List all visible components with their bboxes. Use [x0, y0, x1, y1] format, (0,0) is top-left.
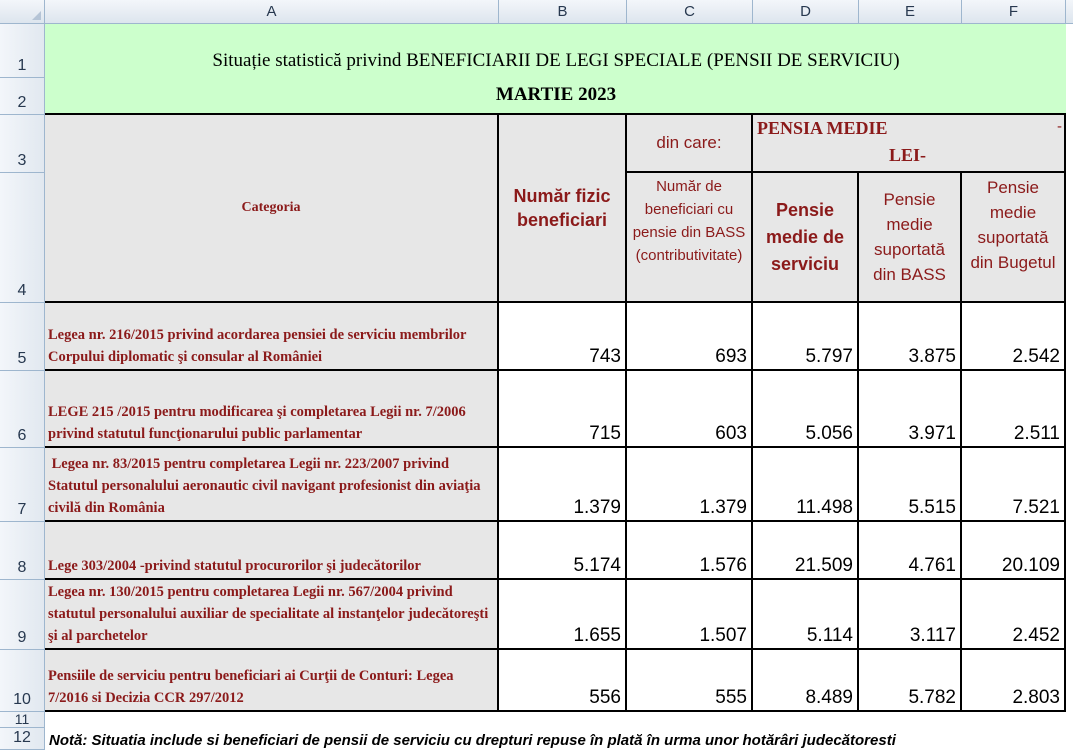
- header-numar-bass[interactable]: [627, 173, 753, 303]
- cell-numar-fizic-8[interactable]: 5.174: [499, 522, 627, 580]
- header-pensie-buget-label: Pensie medie suportată din Bugetul: [970, 178, 1056, 272]
- cell-pensie-buget-8[interactable]: 20.109: [962, 522, 1066, 580]
- column-header-g[interactable]: [1066, 0, 1073, 24]
- cell-pensie-serviciu-5[interactable]: 5.797: [753, 303, 859, 371]
- cell-numar-bass-9[interactable]: 1.507: [627, 580, 753, 650]
- header-pensia-medie-label: PENSIA MEDIE: [757, 118, 888, 138]
- column-header-d[interactable]: D: [753, 0, 859, 24]
- report-title: Situație statistică privind BENEFICIARII DE LEGI SPECIALE (PENSII DE SERVICIU): [212, 50, 900, 71]
- cell-numar-bass-5[interactable]: 693: [627, 303, 753, 371]
- row-header-6[interactable]: 6: [0, 371, 45, 448]
- row-header-9[interactable]: 9: [0, 580, 45, 650]
- cell-pensie-bass-9[interactable]: 3.117: [859, 580, 962, 650]
- cell-pensie-buget-9[interactable]: 2.452: [962, 580, 1066, 650]
- header-numar-bass-label: Număr de beneficiari cu pensie din BASS (contributivitate): [632, 178, 746, 264]
- column-header-c[interactable]: C: [627, 0, 753, 24]
- column-header-b[interactable]: B: [499, 0, 627, 24]
- header-pensia-medie[interactable]: [753, 115, 1066, 173]
- cell-law-6[interactable]: [45, 371, 499, 448]
- header-numar-fizic-label: Număr fizic beneficiari: [513, 186, 611, 230]
- law-text: Legea nr. 83/2015 pentru completarea Legii nr. 223/2007 privind Statutul personalului aeronautic civil navigant profesionist din aviaţia civilă din România: [48, 456, 485, 516]
- row-header-2[interactable]: 2: [0, 78, 45, 115]
- header-pensie-serviciu[interactable]: [753, 173, 859, 303]
- cell-pensie-bass-10[interactable]: 5.782: [859, 650, 962, 712]
- cell-pensie-serviciu-6[interactable]: 5.056: [753, 371, 859, 448]
- header-categoria-label: Categoria: [241, 200, 301, 215]
- cell-numar-fizic-9[interactable]: 1.655: [499, 580, 627, 650]
- row-header-12[interactable]: 12: [0, 728, 45, 750]
- cell-numar-fizic-5[interactable]: 743: [499, 303, 627, 371]
- header-numar-fizic[interactable]: [499, 115, 627, 303]
- cell-numar-bass-6[interactable]: 603: [627, 371, 753, 448]
- cell-pensie-serviciu-8[interactable]: 21.509: [753, 522, 859, 580]
- row-header-8[interactable]: 8: [0, 522, 45, 580]
- row-header-4[interactable]: 4: [0, 173, 45, 303]
- law-text: Legea nr. 216/2015 privind acordarea pensiei de serviciu membrilor Corpului diplomatic şi consular al României: [48, 327, 467, 365]
- row-header-7[interactable]: 7: [0, 448, 45, 522]
- header-pensie-bass[interactable]: [859, 173, 962, 303]
- cell-law-9[interactable]: [45, 580, 499, 650]
- header-pensie-serviciu-label: Pensie medie de serviciu: [765, 199, 845, 274]
- header-pensie-buget[interactable]: [962, 173, 1066, 303]
- row-header-5[interactable]: 5: [0, 303, 45, 371]
- cell-numar-fizic-10[interactable]: 556: [499, 650, 627, 712]
- select-all-corner[interactable]: [0, 0, 45, 24]
- header-categoria[interactable]: [45, 115, 499, 303]
- column-header-e[interactable]: E: [859, 0, 962, 24]
- row-header-1[interactable]: 1: [0, 24, 45, 78]
- cell-numar-fizic-7[interactable]: 1.379: [499, 448, 627, 522]
- cell-pensie-bass-8[interactable]: 4.761: [859, 522, 962, 580]
- header-lei-label: LEI-: [889, 145, 927, 165]
- header-din-care[interactable]: [627, 115, 753, 173]
- law-text: Legea nr. 130/2015 pentru completarea Legii nr. 567/2004 privind statutul personalului auxiliar de specialitate al instanţelor judecătoreşti şi al parchetelor: [48, 584, 489, 644]
- cell-pensie-buget-7[interactable]: 7.521: [962, 448, 1066, 522]
- row-header-3[interactable]: 3: [0, 115, 45, 173]
- cell-law-7[interactable]: [45, 448, 499, 522]
- cell-numar-fizic-6[interactable]: 715: [499, 371, 627, 448]
- column-header-a[interactable]: A: [45, 0, 499, 24]
- cell-numar-bass-8[interactable]: 1.576: [627, 522, 753, 580]
- cell-pensie-serviciu-7[interactable]: 11.498: [753, 448, 859, 522]
- cell-numar-bass-10[interactable]: 555: [627, 650, 753, 712]
- report-period: MARTIE 2023: [495, 84, 617, 105]
- law-text: Lege 303/2004 -privind statutul procurorilor şi judecătorilor: [48, 558, 421, 574]
- law-text: LEGE 215 /2015 pentru modificarea şi completarea Legii nr. 7/2006 privind statutul funcţionarului public parlamentar: [48, 404, 466, 442]
- row-header-11[interactable]: 11: [0, 712, 45, 728]
- cell-law-8[interactable]: [45, 522, 499, 580]
- cell-pensie-bass-7[interactable]: 5.515: [859, 448, 962, 522]
- header-pensia-medie-dash: -: [1057, 118, 1062, 135]
- cell-pensie-buget-10[interactable]: 2.803: [962, 650, 1066, 712]
- cell-law-5[interactable]: [45, 303, 499, 371]
- law-text: Pensiile de serviciu pentru beneficiari ai Curţii de Conturi: Legea 7/2016 si Decizia CCR 297/2012: [48, 668, 454, 706]
- header-pensie-bass-label: Pensie medie suportată din BASS: [873, 190, 946, 284]
- cell-numar-bass-7[interactable]: 1.379: [627, 448, 753, 522]
- column-header-f[interactable]: F: [962, 0, 1066, 24]
- cell-pensie-serviciu-9[interactable]: 5.114: [753, 580, 859, 650]
- cell-pensie-serviciu-10[interactable]: 8.489: [753, 650, 859, 712]
- footnote: Notă: Situatia include si beneficiari de pensii de serviciu cu drepturi repuse în plată în urma unor hotărâri judecătoresti: [49, 732, 896, 749]
- cell-law-10[interactable]: [45, 650, 499, 712]
- cell-pensie-buget-6[interactable]: 2.511: [962, 371, 1066, 448]
- cell-pensie-bass-5[interactable]: 3.875: [859, 303, 962, 371]
- cell-pensie-bass-6[interactable]: 3.971: [859, 371, 962, 448]
- row-header-10[interactable]: 10: [0, 650, 45, 712]
- header-din-care-label: din care:: [656, 133, 722, 152]
- cell-pensie-buget-5[interactable]: 2.542: [962, 303, 1066, 371]
